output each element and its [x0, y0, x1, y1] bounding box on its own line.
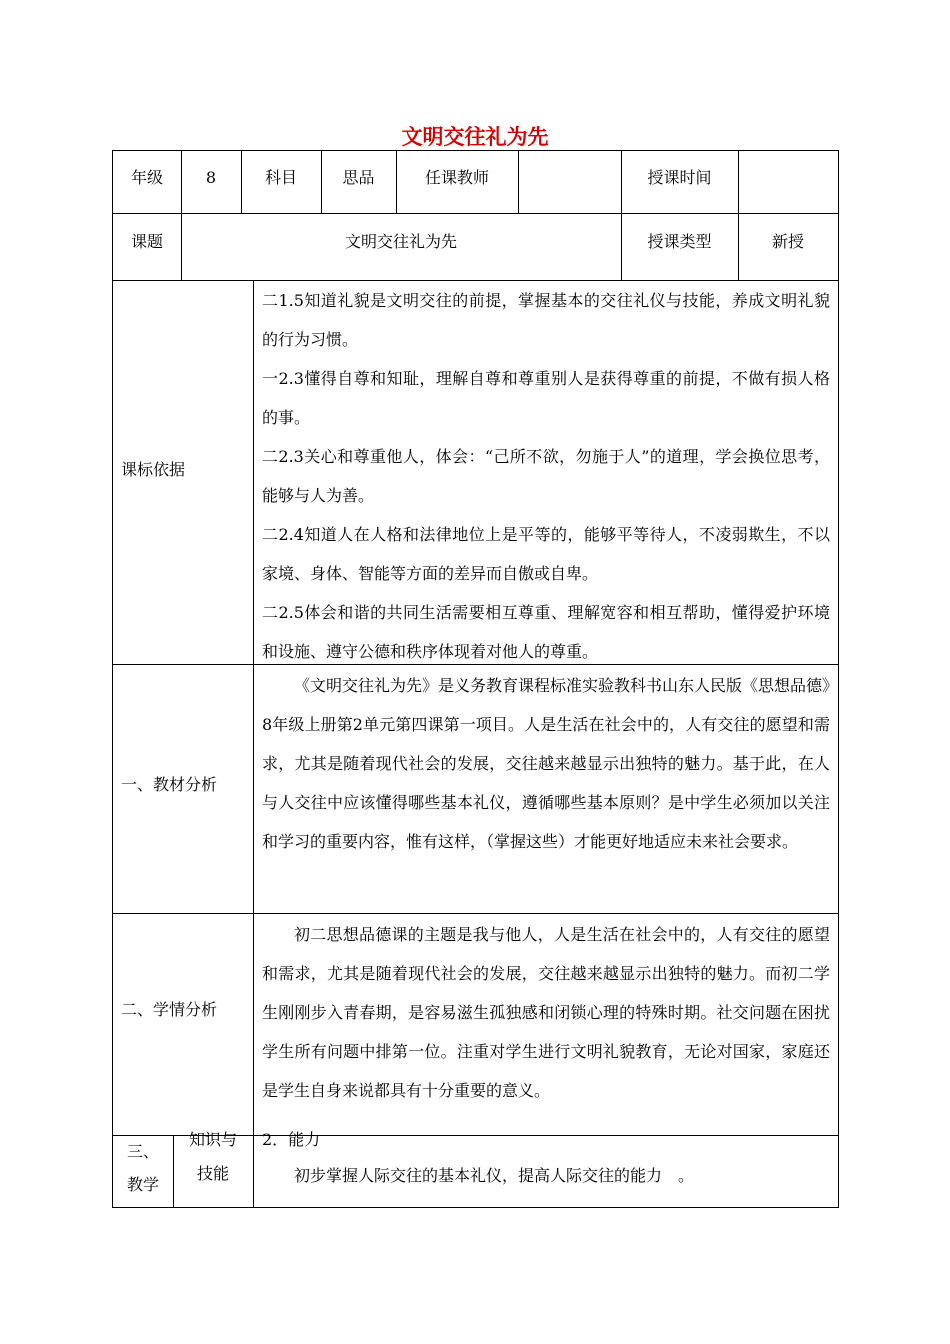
topic-label: 课题	[130, 232, 163, 251]
objectives-label-line1: 三、	[126, 1142, 159, 1161]
grade-label: 年级	[130, 168, 163, 187]
learner-analysis-text: 初二思想品德课的主题是我与他人，人是生活在社会中的，人有交往的愿望和需求，尤其是随着现代社会的发展，交往越来越显示出独特的魅力。而初二学生刚刚步入青春期，是容易滋生孤独感和闭锁心理的特殊时期。社交问题在困扰学生所有问题中排第一位。注重对学生进行文明礼貌教育，无论对国家，家庭还是学生自身来说都具有十分重要的意义。	[262, 925, 830, 1100]
standard-item: 一2.3懂得自尊和知耻，理解自尊和尊重别人是获得尊重的前提，不做有损人格的事。	[262, 369, 830, 427]
standard-item: 二1.5知道礼貌是文明交往的前提，掌握基本的交往礼仪与技能，养成文明礼貌的行为习惯。	[262, 291, 830, 349]
subject-value: 思品	[342, 168, 375, 187]
standard-item: 二2.4知道人在人格和法律地位上是平等的，能够平等待人，不凌弱欺生，不以家境、身体、智能等方面的差异而自傲或自卑。	[262, 525, 830, 583]
textbook-analysis-text: 《文明交往礼为先》是义务教育课程标准实验教科书山东人民版《思想品德》8年级上册第2单元第四课第一项目。人是生活在社会中的，人有交往的愿望和需求，尤其是随着现代社会的发展，交往越来越显示出独特的魅力。基于此，在人与人交往中应该懂得哪些基本礼仪，遵循哪些基本原则？是中学生必须加以关注和学习的重要内容，惟有这样，（掌握这些）才能更好地适应未来社会要求。	[262, 676, 831, 851]
topic-value: 文明交往礼为先	[344, 232, 457, 251]
column-divider	[518, 151, 519, 213]
class-type-label: 授课类型	[647, 232, 712, 251]
knowledge-skill-label-line2: 技能	[196, 1164, 229, 1183]
row-divider	[113, 213, 838, 214]
ability-text: 初步掌握人际交往的基本礼仪，提高人际交往的能力 。	[294, 1166, 695, 1185]
standard-item: 二2.5体会和谐的共同生活需要相互尊重、理解宽容和相互帮助，懂得爱护环境和设施、遵守公德和秩序体现着对他人的尊重。	[262, 603, 830, 661]
objectives-label-line2: 教学	[126, 1175, 159, 1194]
column-divider	[738, 151, 739, 280]
learner-analysis-label: 二、学情分析	[121, 1000, 218, 1019]
column-divider	[253, 280, 254, 1207]
lesson-plan-table	[112, 150, 839, 1208]
standards-content	[262, 281, 830, 671]
textbook-analysis-label: 一、教材分析	[121, 775, 218, 794]
subject-label: 科目	[264, 168, 297, 187]
ability-heading: 2．能力	[262, 1130, 321, 1149]
document-title: 文明交往礼为先	[401, 125, 549, 149]
learner-analysis-content	[262, 915, 830, 1110]
standard-item: 二2.3关心和尊重他人，体会：“己所不欲，勿施于人”的道理，学会换位思考，能够与人为善。	[262, 447, 830, 505]
grade-value: 8	[205, 168, 217, 187]
row-divider	[113, 913, 838, 914]
textbook-analysis-content	[262, 666, 830, 861]
class-type-value: 新授	[771, 232, 804, 251]
teacher-label: 任课教师	[424, 168, 489, 187]
knowledge-skill-label-line1: 知识与	[188, 1130, 237, 1149]
standards-label: 课标依据	[121, 460, 186, 479]
class-time-label: 授课时间	[647, 168, 712, 187]
